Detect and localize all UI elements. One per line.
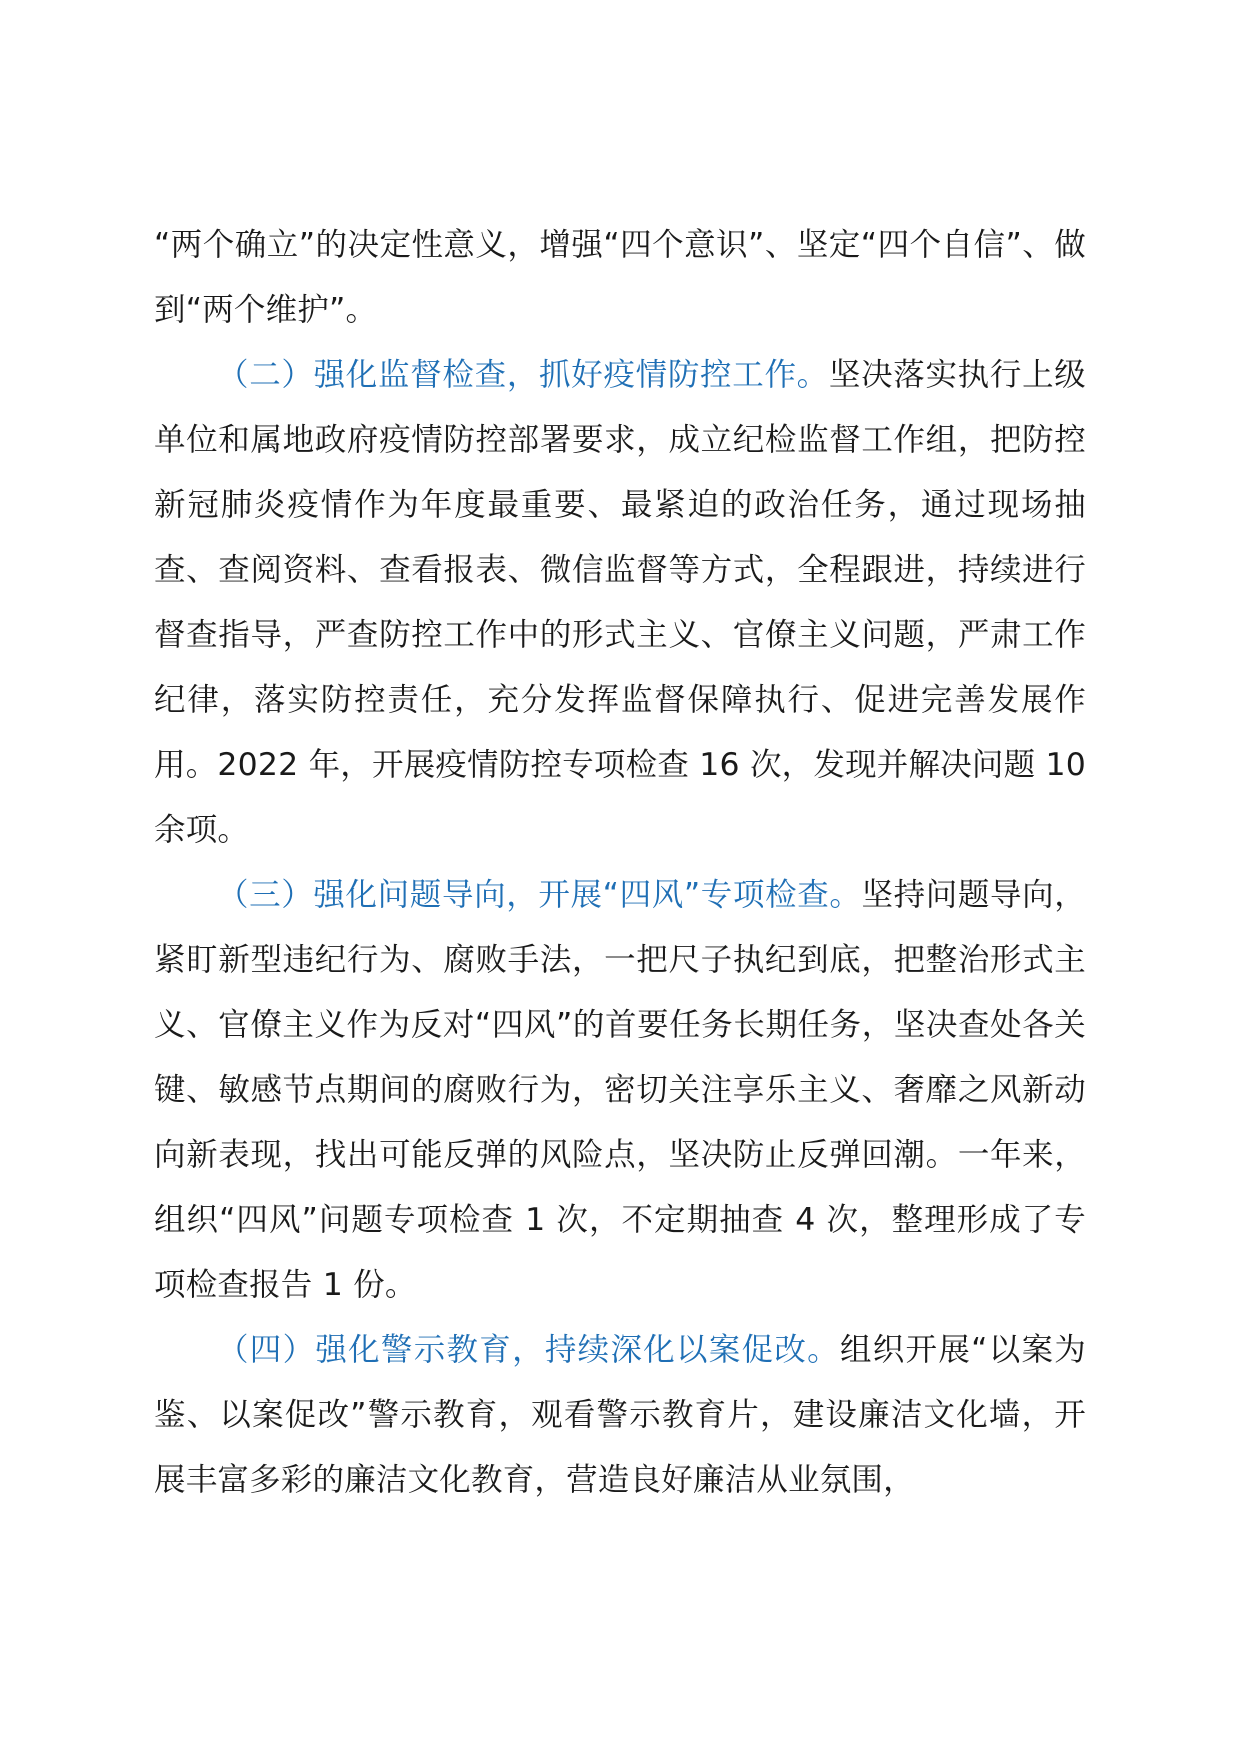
paragraph-body: “两个确立”的决定性意义，增强“四个意识”、坚定“四个自信”、做到“两个维护”。	[154, 227, 1086, 328]
paragraph-warning-education	[154, 1318, 1086, 1513]
paragraph-continuation	[154, 213, 1086, 343]
paragraph-body: 坚持问题导向，紧盯新型违纪行为、腐败手法，一把尺子执纪到底，把整治形式主义、官僚主义作为反对“四风”的首要任务长期任务，坚决查处各关键、敏感节点期间的腐败行为，密切关注享乐主义、奢靡之风新动向新表现，找出可能反弹的风险点，坚决防止反弹回潮。一年来，组织“四风”问题专项检查 1 次，不定期抽查 4 次，整理形成了专项检查报告 1 份。	[154, 877, 1086, 1303]
paragraph-four-winds-inspection	[154, 863, 1086, 1318]
paragraph-body: 组织开展“以案为鉴、以案促改”警示教育，观看警示教育片，建设廉洁文化墙，开展丰富多彩的廉洁文化教育，营造良好廉洁从业氛围，	[154, 1332, 1086, 1498]
paragraph-epidemic-supervision	[154, 343, 1086, 863]
document-page	[154, 213, 1086, 1513]
section-heading: （二）强化监督检查，抓好疫情防控工作。	[217, 357, 829, 393]
paragraph-body: 坚决落实执行上级单位和属地政府疫情防控部署要求，成立纪检监督工作组，把防控新冠肺炎疫情作为年度最重要、最紧迫的政治任务，通过现场抽查、查阅资料、查看报表、微信监督等方式，全程跟进，持续进行督查指导，严查防控工作中的形式主义、官僚主义问题，严肃工作纪律，落实防控责任，充分发挥监督保障执行、促进完善发展作用。2022 年，开展疫情防控专项检查 16 次，发现并解决问题 10 余项。	[154, 357, 1086, 848]
section-heading: （四）强化警示教育，持续深化以案促改。	[217, 1332, 840, 1368]
section-heading: （三）强化问题导向，开展“四风”专项检查。	[217, 877, 862, 913]
